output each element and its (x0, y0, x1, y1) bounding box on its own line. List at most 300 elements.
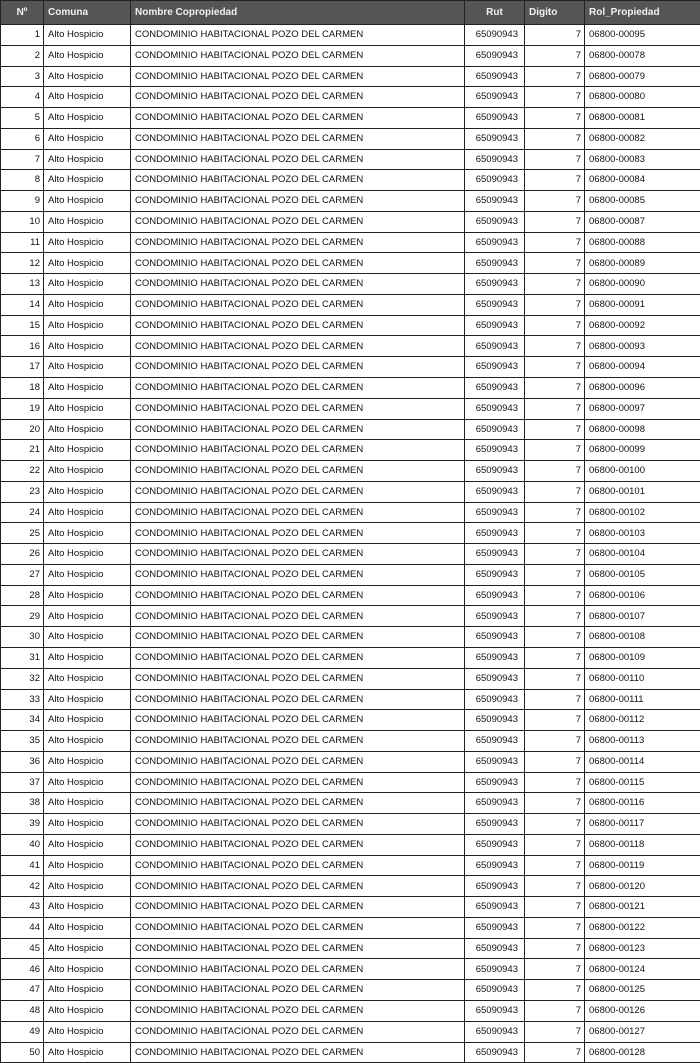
rut-cell: 65090943 (465, 170, 525, 191)
digito-cell: 7 (525, 315, 585, 336)
digito-cell: 7 (525, 294, 585, 315)
digito-cell: 7 (525, 523, 585, 544)
table-row (1, 108, 700, 129)
comuna-cell: Alto Hospicio (44, 647, 131, 668)
digito-cell: 7 (525, 461, 585, 482)
nombre-cell: CONDOMINIO HABITACIONAL POZO DEL CARMEN (131, 211, 465, 232)
rut-cell: 65090943 (465, 45, 525, 66)
rut-cell: 65090943 (465, 959, 525, 980)
rol-cell: 06800-00078 (585, 45, 700, 66)
comuna-cell: Alto Hospicio (44, 959, 131, 980)
table-row (1, 294, 700, 315)
table-row (1, 523, 700, 544)
digito-cell: 7 (525, 544, 585, 565)
table-row (1, 627, 700, 648)
comuna-cell: Alto Hospicio (44, 1000, 131, 1021)
rol-cell: 06800-00121 (585, 897, 700, 918)
row-number: 43 (1, 897, 44, 918)
comuna-cell: Alto Hospicio (44, 523, 131, 544)
table-row (1, 876, 700, 897)
rut-cell: 65090943 (465, 834, 525, 855)
rol-cell: 06800-00095 (585, 25, 700, 46)
nombre-cell: CONDOMINIO HABITACIONAL POZO DEL CARMEN (131, 274, 465, 295)
row-number: 18 (1, 378, 44, 399)
comuna-cell: Alto Hospicio (44, 772, 131, 793)
comuna-cell: Alto Hospicio (44, 855, 131, 876)
nombre-cell: CONDOMINIO HABITACIONAL POZO DEL CARMEN (131, 398, 465, 419)
digito-cell: 7 (525, 876, 585, 897)
table-header (1, 1, 700, 25)
rut-cell: 65090943 (465, 793, 525, 814)
table-row (1, 274, 700, 295)
table-row (1, 1021, 700, 1042)
row-number: 26 (1, 544, 44, 565)
rut-cell: 65090943 (465, 544, 525, 565)
digito-cell: 7 (525, 668, 585, 689)
rol-cell: 06800-00081 (585, 108, 700, 129)
header-digito: Digito (525, 1, 585, 25)
comuna-cell: Alto Hospicio (44, 938, 131, 959)
comuna-cell: Alto Hospicio (44, 917, 131, 938)
row-number: 19 (1, 398, 44, 419)
table-row (1, 502, 700, 523)
row-number: 15 (1, 315, 44, 336)
rol-cell: 06800-00083 (585, 149, 700, 170)
rol-cell: 06800-00126 (585, 1000, 700, 1021)
comuna-cell: Alto Hospicio (44, 25, 131, 46)
rut-cell: 65090943 (465, 647, 525, 668)
table-row (1, 544, 700, 565)
nombre-cell: CONDOMINIO HABITACIONAL POZO DEL CARMEN (131, 731, 465, 752)
rut-cell: 65090943 (465, 398, 525, 419)
comuna-cell: Alto Hospicio (44, 481, 131, 502)
digito-cell: 7 (525, 128, 585, 149)
nombre-cell: CONDOMINIO HABITACIONAL POZO DEL CARMEN (131, 108, 465, 129)
table-row (1, 336, 700, 357)
header-rol-propiedad: Rol_Propiedad (585, 1, 700, 25)
nombre-cell: CONDOMINIO HABITACIONAL POZO DEL CARMEN (131, 378, 465, 399)
table-row (1, 855, 700, 876)
table-row (1, 585, 700, 606)
digito-cell: 7 (525, 917, 585, 938)
table-row (1, 959, 700, 980)
table-row (1, 440, 700, 461)
row-number: 20 (1, 419, 44, 440)
row-number: 50 (1, 1042, 44, 1063)
table-row (1, 170, 700, 191)
digito-cell: 7 (525, 1000, 585, 1021)
rut-cell: 65090943 (465, 419, 525, 440)
rut-cell: 65090943 (465, 378, 525, 399)
rol-cell: 06800-00107 (585, 606, 700, 627)
digito-cell: 7 (525, 211, 585, 232)
digito-cell: 7 (525, 938, 585, 959)
comuna-cell: Alto Hospicio (44, 357, 131, 378)
table-row (1, 398, 700, 419)
table-row (1, 606, 700, 627)
rut-cell: 65090943 (465, 564, 525, 585)
digito-cell: 7 (525, 191, 585, 212)
table-row (1, 461, 700, 482)
row-number: 8 (1, 170, 44, 191)
nombre-cell: CONDOMINIO HABITACIONAL POZO DEL CARMEN (131, 897, 465, 918)
row-number: 47 (1, 980, 44, 1001)
rol-cell: 06800-00117 (585, 814, 700, 835)
row-number: 14 (1, 294, 44, 315)
comuna-cell: Alto Hospicio (44, 564, 131, 585)
digito-cell: 7 (525, 689, 585, 710)
nombre-cell: CONDOMINIO HABITACIONAL POZO DEL CARMEN (131, 668, 465, 689)
table-row (1, 834, 700, 855)
nombre-cell: CONDOMINIO HABITACIONAL POZO DEL CARMEN (131, 45, 465, 66)
rut-cell: 65090943 (465, 481, 525, 502)
table-row (1, 357, 700, 378)
table-row (1, 45, 700, 66)
nombre-cell: CONDOMINIO HABITACIONAL POZO DEL CARMEN (131, 585, 465, 606)
nombre-cell: CONDOMINIO HABITACIONAL POZO DEL CARMEN (131, 627, 465, 648)
digito-cell: 7 (525, 25, 585, 46)
rut-cell: 65090943 (465, 315, 525, 336)
digito-cell: 7 (525, 772, 585, 793)
digito-cell: 7 (525, 585, 585, 606)
rut-cell: 65090943 (465, 253, 525, 274)
rut-cell: 65090943 (465, 668, 525, 689)
rol-cell: 06800-00127 (585, 1021, 700, 1042)
rol-cell: 06800-00103 (585, 523, 700, 544)
comuna-cell: Alto Hospicio (44, 502, 131, 523)
nombre-cell: CONDOMINIO HABITACIONAL POZO DEL CARMEN (131, 336, 465, 357)
comuna-cell: Alto Hospicio (44, 419, 131, 440)
rol-cell: 06800-00091 (585, 294, 700, 315)
nombre-cell: CONDOMINIO HABITACIONAL POZO DEL CARMEN (131, 917, 465, 938)
digito-cell: 7 (525, 897, 585, 918)
row-number: 12 (1, 253, 44, 274)
row-number: 39 (1, 814, 44, 835)
rut-cell: 65090943 (465, 751, 525, 772)
table-row (1, 211, 700, 232)
row-number: 45 (1, 938, 44, 959)
row-number: 32 (1, 668, 44, 689)
rut-cell: 65090943 (465, 523, 525, 544)
row-number: 35 (1, 731, 44, 752)
nombre-cell: CONDOMINIO HABITACIONAL POZO DEL CARMEN (131, 1021, 465, 1042)
table-row (1, 917, 700, 938)
rol-cell: 06800-00096 (585, 378, 700, 399)
rol-cell: 06800-00105 (585, 564, 700, 585)
row-number: 41 (1, 855, 44, 876)
comuna-cell: Alto Hospicio (44, 710, 131, 731)
nombre-cell: CONDOMINIO HABITACIONAL POZO DEL CARMEN (131, 419, 465, 440)
table-row (1, 315, 700, 336)
digito-cell: 7 (525, 502, 585, 523)
table-row (1, 1042, 700, 1063)
nombre-cell: CONDOMINIO HABITACIONAL POZO DEL CARMEN (131, 1042, 465, 1063)
comuna-cell: Alto Hospicio (44, 668, 131, 689)
comuna-cell: Alto Hospicio (44, 1021, 131, 1042)
digito-cell: 7 (525, 980, 585, 1001)
digito-cell: 7 (525, 336, 585, 357)
digito-cell: 7 (525, 440, 585, 461)
row-number: 33 (1, 689, 44, 710)
header-row (1, 1, 700, 25)
rut-cell: 65090943 (465, 191, 525, 212)
digito-cell: 7 (525, 564, 585, 585)
comuna-cell: Alto Hospicio (44, 315, 131, 336)
rut-cell: 65090943 (465, 606, 525, 627)
row-number: 24 (1, 502, 44, 523)
nombre-cell: CONDOMINIO HABITACIONAL POZO DEL CARMEN (131, 793, 465, 814)
row-number: 2 (1, 45, 44, 66)
table-row (1, 232, 700, 253)
digito-cell: 7 (525, 1042, 585, 1063)
digito-cell: 7 (525, 87, 585, 108)
rut-cell: 65090943 (465, 336, 525, 357)
rol-cell: 06800-00085 (585, 191, 700, 212)
rol-cell: 06800-00116 (585, 793, 700, 814)
header-nombre-copropiedad: Nombre Copropiedad (131, 1, 465, 25)
rut-cell: 65090943 (465, 25, 525, 46)
table-row (1, 897, 700, 918)
rut-cell: 65090943 (465, 772, 525, 793)
nombre-cell: CONDOMINIO HABITACIONAL POZO DEL CARMEN (131, 253, 465, 274)
row-number: 1 (1, 25, 44, 46)
table-row (1, 128, 700, 149)
rol-cell: 06800-00112 (585, 710, 700, 731)
nombre-cell: CONDOMINIO HABITACIONAL POZO DEL CARMEN (131, 544, 465, 565)
nombre-cell: CONDOMINIO HABITACIONAL POZO DEL CARMEN (131, 502, 465, 523)
nombre-cell: CONDOMINIO HABITACIONAL POZO DEL CARMEN (131, 876, 465, 897)
rol-cell: 06800-00089 (585, 253, 700, 274)
rut-cell: 65090943 (465, 440, 525, 461)
rut-cell: 65090943 (465, 66, 525, 87)
rol-cell: 06800-00097 (585, 398, 700, 419)
rol-cell: 06800-00082 (585, 128, 700, 149)
nombre-cell: CONDOMINIO HABITACIONAL POZO DEL CARMEN (131, 959, 465, 980)
digito-cell: 7 (525, 419, 585, 440)
row-number: 16 (1, 336, 44, 357)
comuna-cell: Alto Hospicio (44, 897, 131, 918)
comuna-cell: Alto Hospicio (44, 128, 131, 149)
rol-cell: 06800-00094 (585, 357, 700, 378)
row-number: 29 (1, 606, 44, 627)
rol-cell: 06800-00119 (585, 855, 700, 876)
rol-cell: 06800-00090 (585, 274, 700, 295)
table-row (1, 731, 700, 752)
nombre-cell: CONDOMINIO HABITACIONAL POZO DEL CARMEN (131, 128, 465, 149)
digito-cell: 7 (525, 606, 585, 627)
row-number: 5 (1, 108, 44, 129)
nombre-cell: CONDOMINIO HABITACIONAL POZO DEL CARMEN (131, 710, 465, 731)
table-row (1, 149, 700, 170)
table-row (1, 938, 700, 959)
comuna-cell: Alto Hospicio (44, 294, 131, 315)
digito-cell: 7 (525, 357, 585, 378)
nombre-cell: CONDOMINIO HABITACIONAL POZO DEL CARMEN (131, 772, 465, 793)
row-number: 13 (1, 274, 44, 295)
table-row (1, 378, 700, 399)
rol-cell: 06800-00113 (585, 731, 700, 752)
table-row (1, 647, 700, 668)
table-row (1, 751, 700, 772)
comuna-cell: Alto Hospicio (44, 378, 131, 399)
table-row (1, 793, 700, 814)
row-number: 21 (1, 440, 44, 461)
rut-cell: 65090943 (465, 627, 525, 648)
comuna-cell: Alto Hospicio (44, 980, 131, 1001)
nombre-cell: CONDOMINIO HABITACIONAL POZO DEL CARMEN (131, 170, 465, 191)
digito-cell: 7 (525, 398, 585, 419)
nombre-cell: CONDOMINIO HABITACIONAL POZO DEL CARMEN (131, 855, 465, 876)
digito-cell: 7 (525, 253, 585, 274)
table-row (1, 814, 700, 835)
rol-cell: 06800-00092 (585, 315, 700, 336)
rol-cell: 06800-00122 (585, 917, 700, 938)
nombre-cell: CONDOMINIO HABITACIONAL POZO DEL CARMEN (131, 564, 465, 585)
comuna-cell: Alto Hospicio (44, 793, 131, 814)
digito-cell: 7 (525, 731, 585, 752)
rol-cell: 06800-00101 (585, 481, 700, 502)
row-number: 48 (1, 1000, 44, 1021)
row-number: 27 (1, 564, 44, 585)
comuna-cell: Alto Hospicio (44, 398, 131, 419)
digito-cell: 7 (525, 834, 585, 855)
comuna-cell: Alto Hospicio (44, 627, 131, 648)
nombre-cell: CONDOMINIO HABITACIONAL POZO DEL CARMEN (131, 523, 465, 544)
rut-cell: 65090943 (465, 502, 525, 523)
nombre-cell: CONDOMINIO HABITACIONAL POZO DEL CARMEN (131, 294, 465, 315)
digito-cell: 7 (525, 149, 585, 170)
comuna-cell: Alto Hospicio (44, 731, 131, 752)
digito-cell: 7 (525, 378, 585, 399)
table-row (1, 1000, 700, 1021)
rut-cell: 65090943 (465, 1000, 525, 1021)
comuna-cell: Alto Hospicio (44, 232, 131, 253)
comuna-cell: Alto Hospicio (44, 814, 131, 835)
table-row (1, 564, 700, 585)
table-row (1, 980, 700, 1001)
comuna-cell: Alto Hospicio (44, 170, 131, 191)
rut-cell: 65090943 (465, 710, 525, 731)
rol-cell: 06800-00099 (585, 440, 700, 461)
nombre-cell: CONDOMINIO HABITACIONAL POZO DEL CARMEN (131, 461, 465, 482)
rut-cell: 65090943 (465, 87, 525, 108)
rol-cell: 06800-00079 (585, 66, 700, 87)
comuna-cell: Alto Hospicio (44, 274, 131, 295)
rut-cell: 65090943 (465, 876, 525, 897)
nombre-cell: CONDOMINIO HABITACIONAL POZO DEL CARMEN (131, 481, 465, 502)
rut-cell: 65090943 (465, 689, 525, 710)
header-rut: Rut (465, 1, 525, 25)
rut-cell: 65090943 (465, 814, 525, 835)
rol-cell: 06800-00110 (585, 668, 700, 689)
digito-cell: 7 (525, 751, 585, 772)
row-number: 6 (1, 128, 44, 149)
nombre-cell: CONDOMINIO HABITACIONAL POZO DEL CARMEN (131, 606, 465, 627)
rol-cell: 06800-00100 (585, 461, 700, 482)
rol-cell: 06800-00128 (585, 1042, 700, 1063)
table-row (1, 87, 700, 108)
digito-cell: 7 (525, 170, 585, 191)
digito-cell: 7 (525, 274, 585, 295)
rol-cell: 06800-00084 (585, 170, 700, 191)
row-number: 34 (1, 710, 44, 731)
rut-cell: 65090943 (465, 108, 525, 129)
rut-cell: 65090943 (465, 585, 525, 606)
nombre-cell: CONDOMINIO HABITACIONAL POZO DEL CARMEN (131, 25, 465, 46)
table-row (1, 66, 700, 87)
row-number: 49 (1, 1021, 44, 1042)
digito-cell: 7 (525, 232, 585, 253)
table-row (1, 689, 700, 710)
comuna-cell: Alto Hospicio (44, 834, 131, 855)
nombre-cell: CONDOMINIO HABITACIONAL POZO DEL CARMEN (131, 938, 465, 959)
digito-cell: 7 (525, 66, 585, 87)
row-number: 4 (1, 87, 44, 108)
comuna-cell: Alto Hospicio (44, 211, 131, 232)
row-number: 3 (1, 66, 44, 87)
rol-cell: 06800-00093 (585, 336, 700, 357)
table-row (1, 25, 700, 46)
nombre-cell: CONDOMINIO HABITACIONAL POZO DEL CARMEN (131, 149, 465, 170)
rut-cell: 65090943 (465, 1042, 525, 1063)
digito-cell: 7 (525, 481, 585, 502)
table-row (1, 253, 700, 274)
comuna-cell: Alto Hospicio (44, 751, 131, 772)
nombre-cell: CONDOMINIO HABITACIONAL POZO DEL CARMEN (131, 647, 465, 668)
row-number: 31 (1, 647, 44, 668)
rol-cell: 06800-00125 (585, 980, 700, 1001)
table-row (1, 772, 700, 793)
table-body (1, 25, 700, 1063)
table-row (1, 668, 700, 689)
table-row (1, 419, 700, 440)
comuna-cell: Alto Hospicio (44, 45, 131, 66)
digito-cell: 7 (525, 647, 585, 668)
digito-cell: 7 (525, 627, 585, 648)
rut-cell: 65090943 (465, 232, 525, 253)
rut-cell: 65090943 (465, 274, 525, 295)
rut-cell: 65090943 (465, 917, 525, 938)
row-number: 22 (1, 461, 44, 482)
rut-cell: 65090943 (465, 980, 525, 1001)
row-number: 7 (1, 149, 44, 170)
nombre-cell: CONDOMINIO HABITACIONAL POZO DEL CARMEN (131, 232, 465, 253)
rol-cell: 06800-00102 (585, 502, 700, 523)
header-comuna: Comuna (44, 1, 131, 25)
rol-cell: 06800-00098 (585, 419, 700, 440)
nombre-cell: CONDOMINIO HABITACIONAL POZO DEL CARMEN (131, 87, 465, 108)
nombre-cell: CONDOMINIO HABITACIONAL POZO DEL CARMEN (131, 980, 465, 1001)
row-number: 10 (1, 211, 44, 232)
comuna-cell: Alto Hospicio (44, 87, 131, 108)
nombre-cell: CONDOMINIO HABITACIONAL POZO DEL CARMEN (131, 689, 465, 710)
nombre-cell: CONDOMINIO HABITACIONAL POZO DEL CARMEN (131, 357, 465, 378)
rut-cell: 65090943 (465, 211, 525, 232)
row-number: 40 (1, 834, 44, 855)
row-number: 46 (1, 959, 44, 980)
comuna-cell: Alto Hospicio (44, 440, 131, 461)
rol-cell: 06800-00080 (585, 87, 700, 108)
row-number: 44 (1, 917, 44, 938)
rol-cell: 06800-00118 (585, 834, 700, 855)
digito-cell: 7 (525, 814, 585, 835)
row-number: 28 (1, 585, 44, 606)
comuna-cell: Alto Hospicio (44, 585, 131, 606)
comuna-cell: Alto Hospicio (44, 253, 131, 274)
rol-cell: 06800-00114 (585, 751, 700, 772)
nombre-cell: CONDOMINIO HABITACIONAL POZO DEL CARMEN (131, 751, 465, 772)
header-number: Nº (1, 1, 44, 25)
